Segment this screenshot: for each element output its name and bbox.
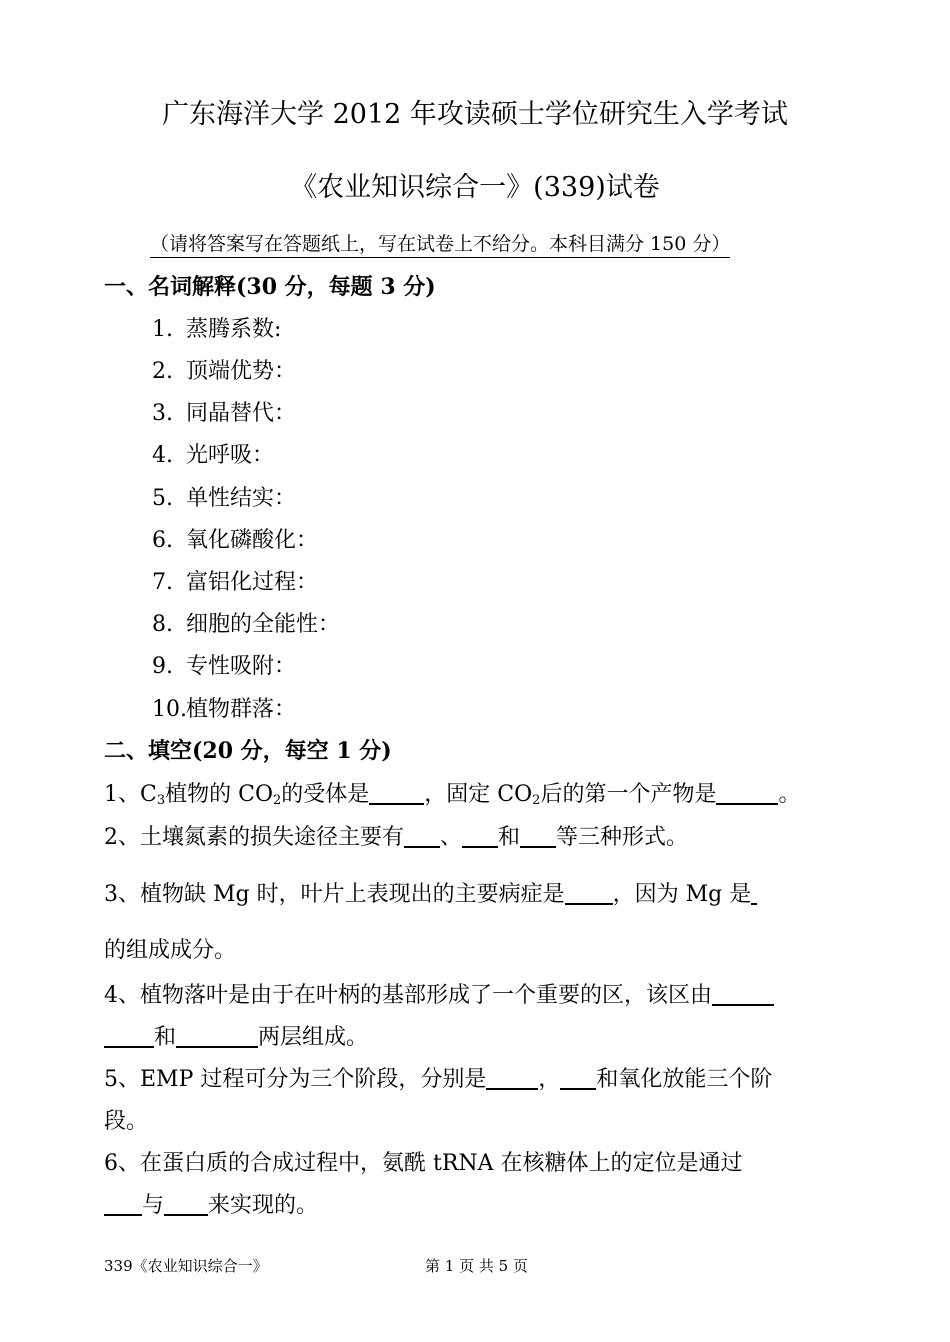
- answer-blank: [104, 1192, 142, 1216]
- definition-item: 7. 富铝化过程：: [152, 570, 319, 595]
- fill-question-6: 6、在蛋白质的合成过程中，氨酰 tRNA 在核糖体上的定位是通过: [104, 1151, 743, 1176]
- footer-page-number: 第 1 页 共 5 页: [425, 1257, 528, 1275]
- answer-blank: [520, 824, 556, 848]
- section-heading-definitions: 一、名词解释(30 分，每题 3 分): [104, 274, 436, 300]
- exam-title: 广东海洋大学 2012 年攻读硕士学位研究生入学考试: [162, 99, 788, 130]
- answer-blank: [164, 1192, 208, 1216]
- definition-item: 4. 光呼吸：: [152, 443, 275, 468]
- fill-question-5-continued: 段。: [104, 1109, 149, 1134]
- answer-blank: [560, 1066, 596, 1090]
- fill-question-3: 3、植物缺 Mg 时，叶片上表现出的主要病症是 ，因为 Mg 是: [104, 877, 757, 908]
- answer-blank: [712, 982, 774, 1006]
- answer-blank: [565, 881, 613, 905]
- definition-item: 9. 专性吸附：: [152, 654, 297, 679]
- definition-item: 5. 单性结实：: [152, 486, 297, 511]
- definition-item: 8. 细胞的全能性：: [152, 612, 341, 637]
- definition-item: 1. 蒸腾系数:: [152, 317, 282, 342]
- fill-question-1: 1、$C_3$植物的 $CO_2$的受体是 ，固定 $CO_2$后的第一个产物是 。: [104, 782, 801, 808]
- fill-question-4: 4、植物落叶是由于在叶柄的基部形成了一个重要的区，该区由: [104, 978, 774, 1009]
- answer-blank: [462, 824, 498, 848]
- definition-item: 2. 顶端优势：: [152, 359, 297, 384]
- fill-question-4-continued: 和 两层组成。: [104, 1020, 368, 1051]
- answer-blank: [404, 824, 440, 848]
- fill-question-6-continued: 与 来实现的。: [104, 1188, 318, 1219]
- answer-blank: [716, 781, 778, 805]
- exam-instructions: （请将答案写在答题纸上，写在试卷上不给分。本科目满分 150 分）: [150, 229, 730, 258]
- fill-question-5: 5、EMP 过程可分为三个阶段，分别是 ， 和氧化放能三个阶: [104, 1067, 773, 1092]
- definition-item: 10.植物群落：: [152, 697, 297, 722]
- answer-blank: [486, 1066, 538, 1090]
- fill-question-3-continued: 的组成成分。: [104, 938, 237, 963]
- answer-blank: [104, 1024, 154, 1048]
- exam-subtitle: 《农业知识综合一》(339)试卷: [290, 172, 660, 203]
- fill-question-2: 2、土壤氮素的损失途径主要有 、 和 等三种形式。: [104, 825, 689, 850]
- definition-item: 6. 氧化磷酸化：: [152, 528, 319, 553]
- definition-item: 3. 同晶替代：: [152, 401, 297, 426]
- footer-course: 339《农业知识综合一》: [104, 1257, 268, 1275]
- section-heading-fill-blank: 二、填空(20 分，每空 1 分): [104, 738, 392, 764]
- answer-blank: [751, 881, 757, 905]
- answer-blank: [369, 781, 424, 805]
- answer-blank: [176, 1024, 258, 1048]
